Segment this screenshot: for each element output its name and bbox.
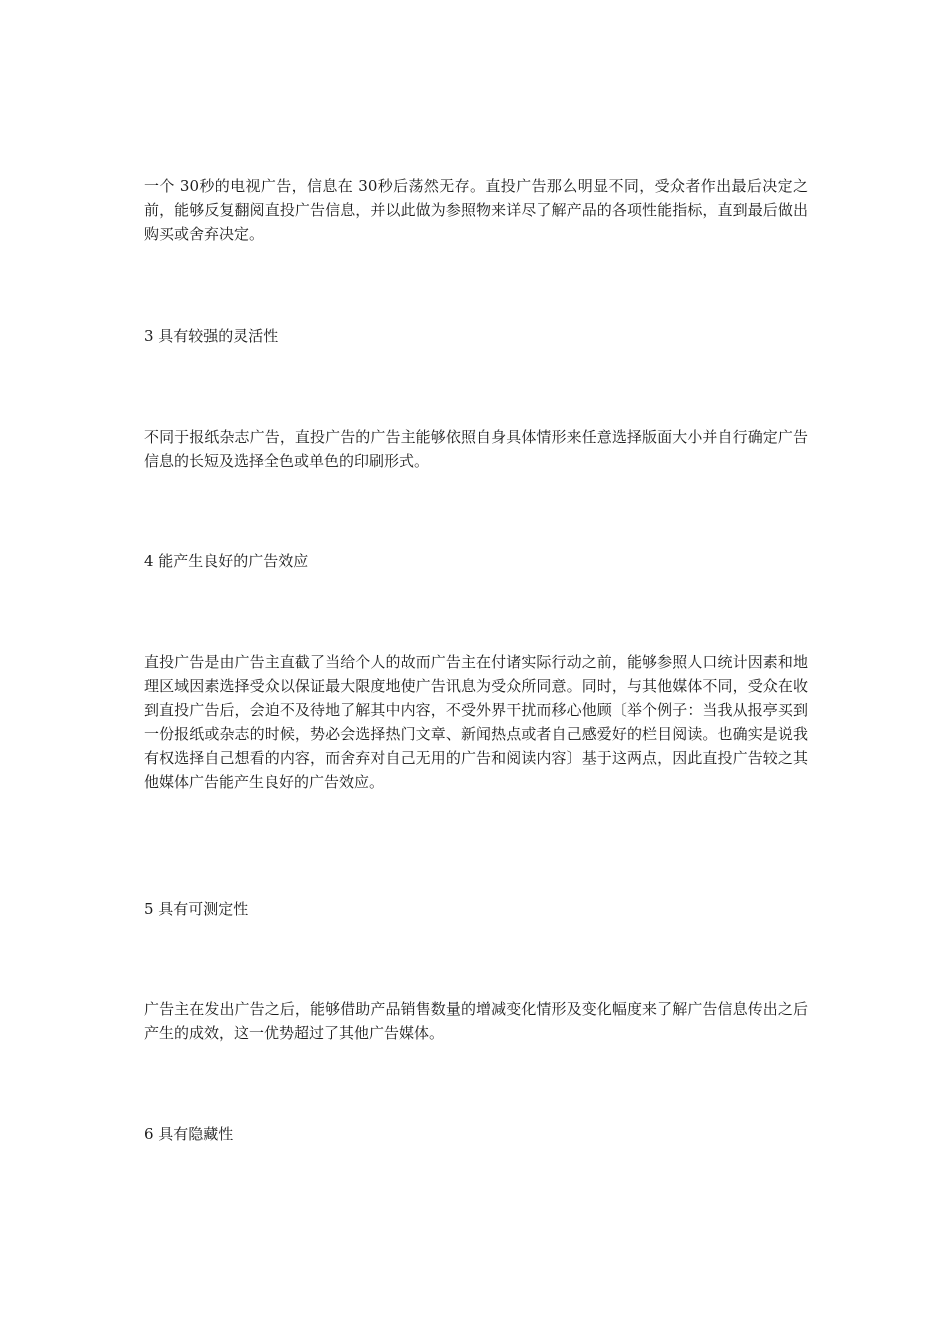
paragraph-flexibility: 不同于报纸杂志广告，直投广告的广告主能够依照自身具体情形来任意选择版面大小并自行确定广告信息的长短及选择全色或单色的印刷形式。 bbox=[144, 428, 808, 470]
paragraph-message-persistence: 一个 30秒的电视广告，信息在 30秒后荡然无存。直投广告那么明显不同，受众者作出最后决定之前，能够反复翻阅直投广告信息，并以此做为参照物来详尽了解产品的各项性能指标，直到最后做出购买或舍弃决定。 bbox=[144, 177, 808, 243]
heading-flexibility: 3 具有较强的灵活性 bbox=[144, 327, 279, 345]
heading-measurability: 5 具有可测定性 bbox=[144, 900, 249, 918]
paragraph-advertising-effect: 直投广告是由广告主直截了当给个人的故而广告主在付诸实际行动之前，能够参照人口统计因素和地理区域因素选择受众以保证最大限度地使广告讯息为受众所同意。同时，与其他媒体不同，受众在收到直投广告后，会迫不及待地了解其中内容，不受外界干扰而移心他顾〔举个例子：当我从报亭买到一份报纸或杂志的时候，势必会选择热门文章、新闻热点或者自己感爱好的栏目阅读。也确实是说我有权选择自己想看的内容，而舍弃对自己无用的广告和阅读内容〕基于这两点，因此直投广告较之其他媒体广告能产生良好的广告效应。 bbox=[144, 653, 808, 791]
paragraph-measurability: 广告主在发出广告之后，能够借助产品销售数量的增减变化情形及变化幅度来了解广告信息传出之后产生的成效，这一优势超过了其他广告媒体。 bbox=[144, 1000, 808, 1042]
heading-advertising-effect: 4 能产生良好的广告效应 bbox=[144, 552, 309, 570]
heading-concealment: 6 具有隐藏性 bbox=[144, 1125, 234, 1143]
